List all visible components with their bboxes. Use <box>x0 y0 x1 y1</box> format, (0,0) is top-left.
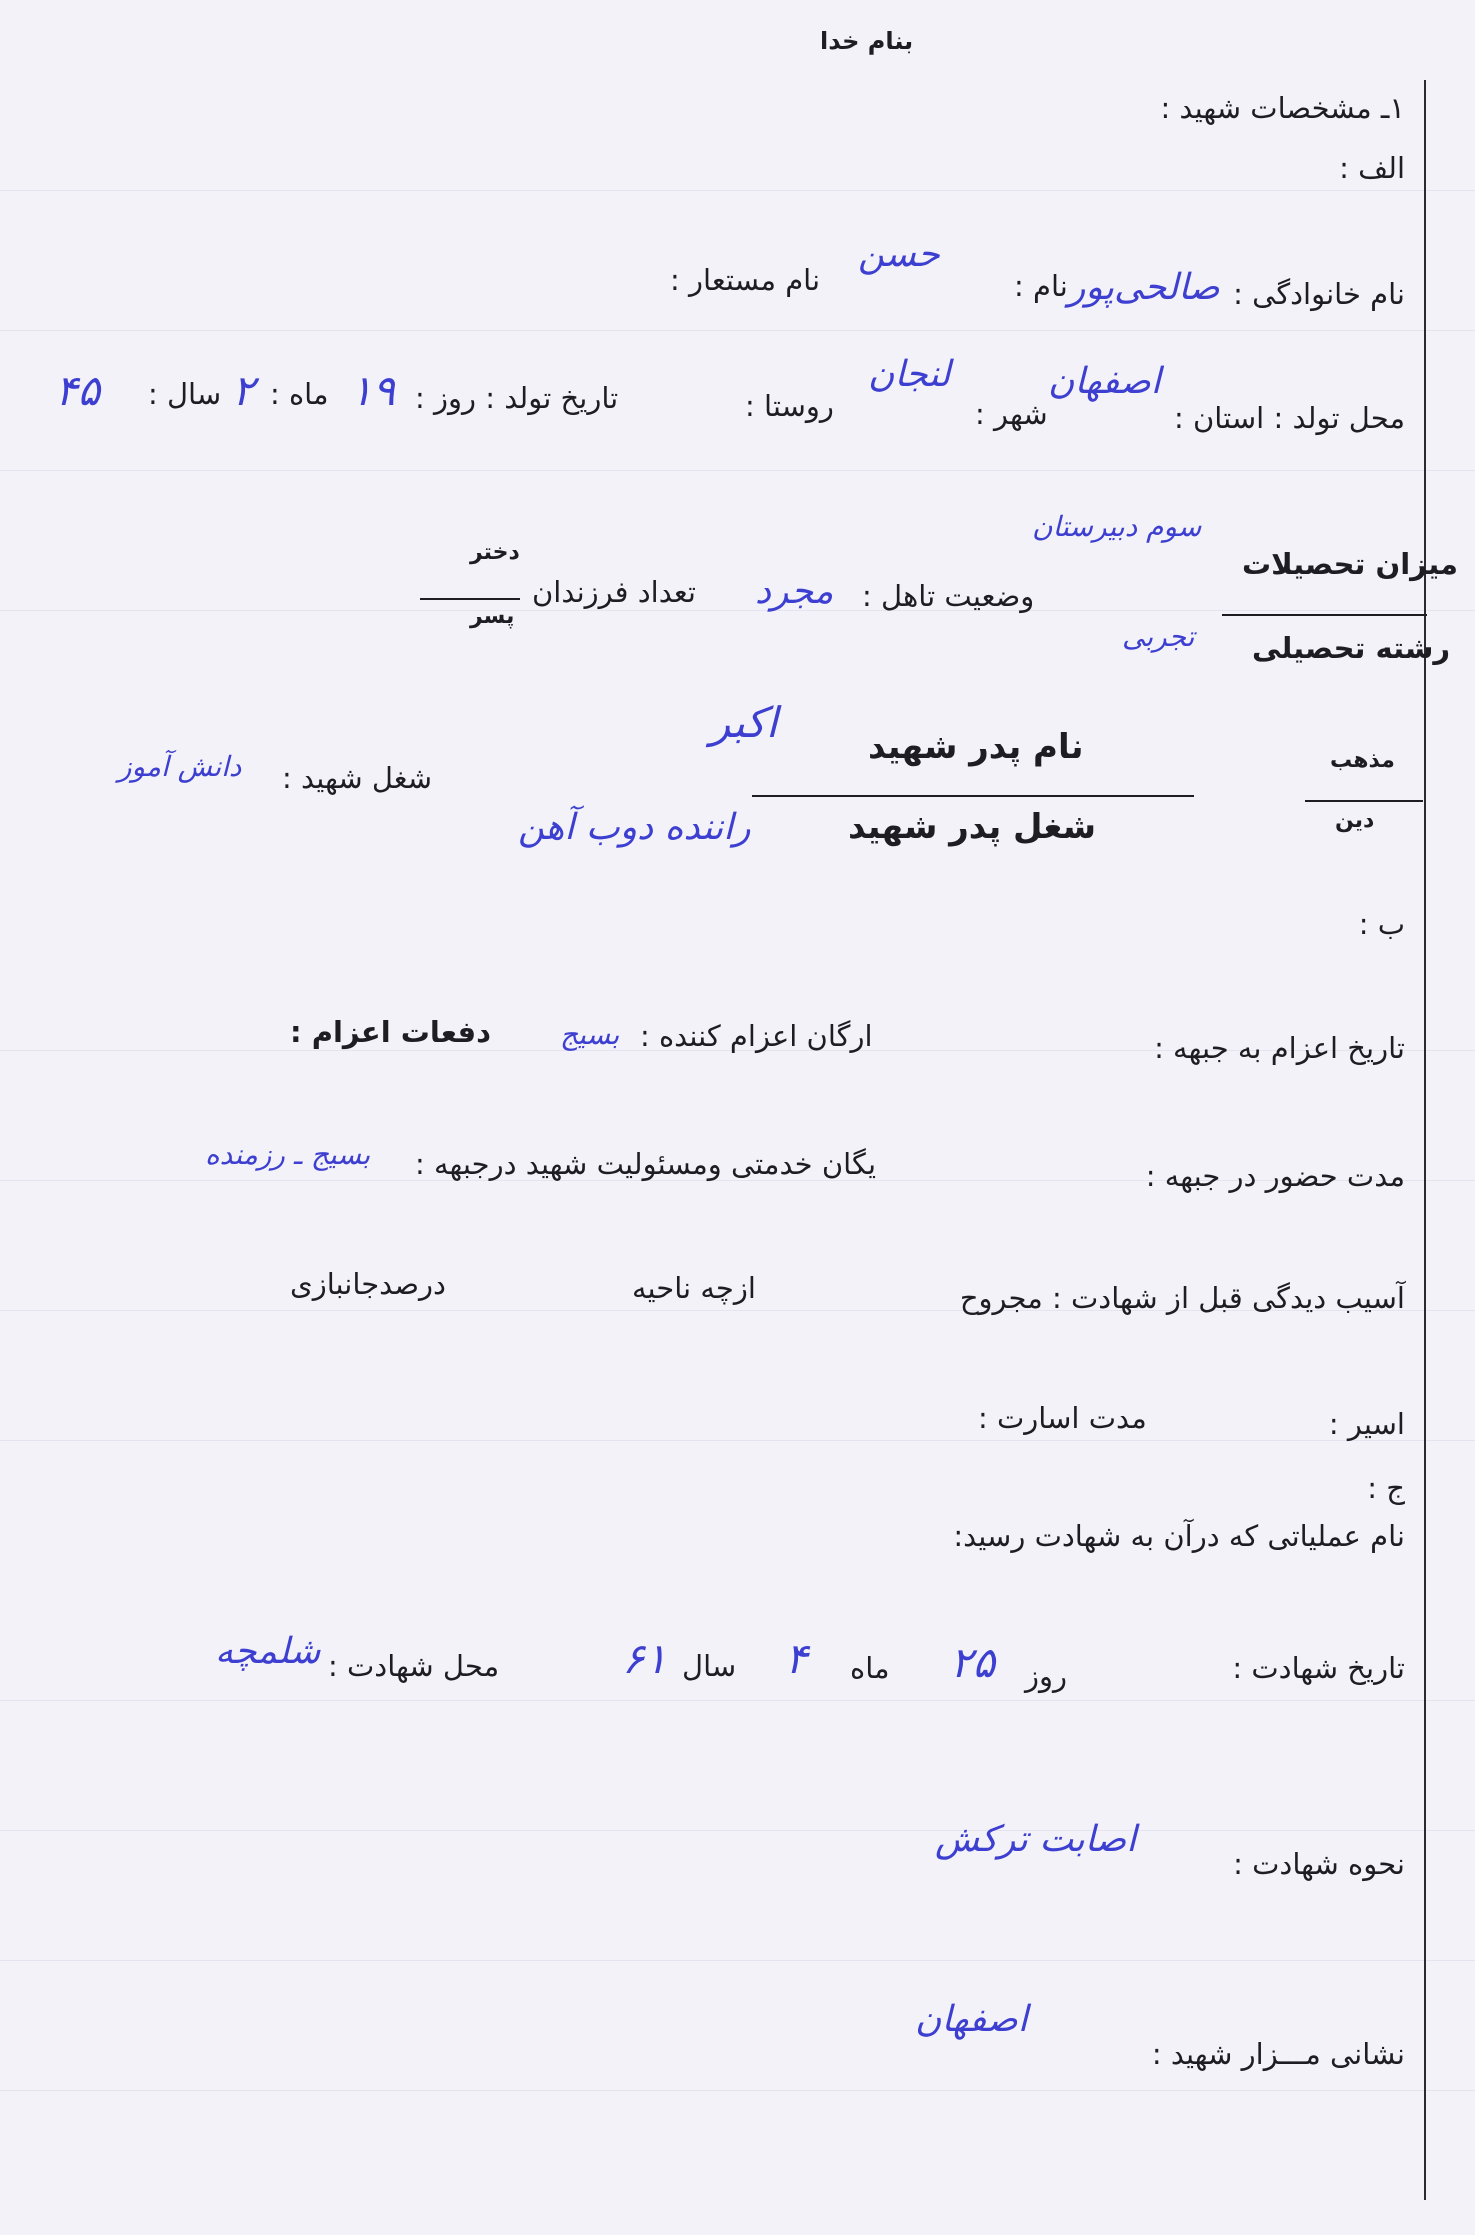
marital-label: وضعیت تاهل : <box>862 579 1035 613</box>
family-name-value: صالحی‌پور <box>1068 267 1220 308</box>
father-name-value: اکبر <box>710 698 778 747</box>
birth-date-label: تاریخ تولد : روز : <box>415 381 619 415</box>
dispatch-count-label: دفعات اعزام : <box>290 1015 492 1049</box>
father-divider <box>752 795 1194 797</box>
operation-label: نام عملیاتی که درآن به شهادت رسید: <box>953 1519 1405 1553</box>
education-value: سوم دبیرستان <box>1032 510 1202 543</box>
presence-label: مدت حضور در جبهه : <box>1145 1159 1405 1193</box>
field-label: رشته تحصیلی <box>1252 631 1451 665</box>
first-name-label: نام : <box>1014 269 1068 303</box>
manner-value: اصابت ترکش <box>935 1819 1137 1860</box>
birth-day-value: ۱۹ <box>350 366 396 415</box>
birth-month-label: ماه : <box>270 377 329 411</box>
injury-area-label: ازچه ناحیه <box>632 1271 756 1305</box>
village-label: روستا : <box>745 389 834 423</box>
province-value: اصفهان <box>1048 361 1161 402</box>
martyrdom-year-value: ۶۱ <box>622 1634 668 1683</box>
prisoner-label: اسیر : <box>1328 1407 1405 1441</box>
birthplace-label: محل تولد : استان : <box>1174 401 1405 435</box>
martyr-job-label: شغل شهید : <box>282 761 433 795</box>
disability-label: درصدجانبازی <box>290 1267 446 1301</box>
martyrdom-date-label: تاریخ شهادت : <box>1232 1651 1405 1685</box>
religion-label: مذهب <box>1330 748 1395 773</box>
birth-month-value: ۲ <box>232 366 255 415</box>
alias-label: نام مستعار : <box>670 263 821 297</box>
captivity-label: مدت اسارت : <box>978 1401 1147 1435</box>
education-divider <box>1222 614 1427 616</box>
father-job-value: راننده دوب آهن <box>518 807 751 848</box>
children-divider <box>420 598 520 600</box>
city-label: شهر : <box>975 397 1048 431</box>
father-name-label: نام پدر شهید <box>868 727 1084 767</box>
children-label: تعداد فرزندان <box>532 575 696 609</box>
injury-label: آسیب دیدگی قبل از شهادت : مجروح <box>959 1281 1405 1315</box>
martyrdom-place-label: محل شهادت : <box>328 1649 500 1683</box>
family-name-label: نام خانوادگی : <box>1233 277 1405 311</box>
education-label: میزان تحصیلات <box>1242 547 1458 581</box>
martyrdom-month-label: ماه <box>850 1651 890 1685</box>
part-b-label: ب : <box>1358 907 1405 941</box>
dispatch-date-label: تاریخ اعزام به جبهه : <box>1154 1031 1405 1065</box>
margin-line <box>1424 80 1426 2200</box>
field-value: تجربی <box>1122 620 1195 653</box>
martyrdom-month-value: ۴ <box>785 1634 808 1683</box>
first-name-value: حسن <box>858 234 940 275</box>
unit-value: بسیج ـ رزمنده <box>205 1138 371 1171</box>
bismillah-heading: بنام خدا <box>820 27 914 55</box>
section-heading: ۱ـ مشخصات شهید : <box>1160 91 1405 125</box>
manner-label: نحوه شهادت : <box>1233 1847 1405 1881</box>
city-value: لنجان <box>868 354 951 395</box>
religion-divider <box>1305 800 1423 802</box>
part-c-label: ج : <box>1367 1471 1405 1505</box>
martyrdom-year-label: سال <box>682 1649 737 1683</box>
part-a-label: الف : <box>1339 151 1405 185</box>
daughter-label: دختر <box>470 540 520 565</box>
birth-year-value: ۴۵ <box>55 366 101 415</box>
grave-value: اصفهان <box>915 1999 1028 2040</box>
grave-label: نشانی مـــزار شهید : <box>1151 2037 1405 2071</box>
unit-label: یگان خدمتی ومسئولیت شهید درجبهه : <box>415 1147 877 1181</box>
birth-year-label: سال : <box>148 377 222 411</box>
martyrdom-place-value: شلمچه <box>215 1631 321 1672</box>
marital-value: مجرد <box>755 571 834 612</box>
son-label: پسر <box>470 604 515 629</box>
dispatch-org-value: بسیج <box>560 1018 620 1051</box>
dispatch-org-label: ارگان اعزام کننده : <box>640 1019 873 1053</box>
martyr-job-value: دانش آموز <box>118 750 242 783</box>
martyrdom-day-label: روز <box>1025 1659 1068 1693</box>
father-job-label: شغل پدر شهید <box>848 807 1097 847</box>
faith-label: دین <box>1335 808 1375 833</box>
martyrdom-day-value: ۲۵ <box>950 1638 996 1687</box>
